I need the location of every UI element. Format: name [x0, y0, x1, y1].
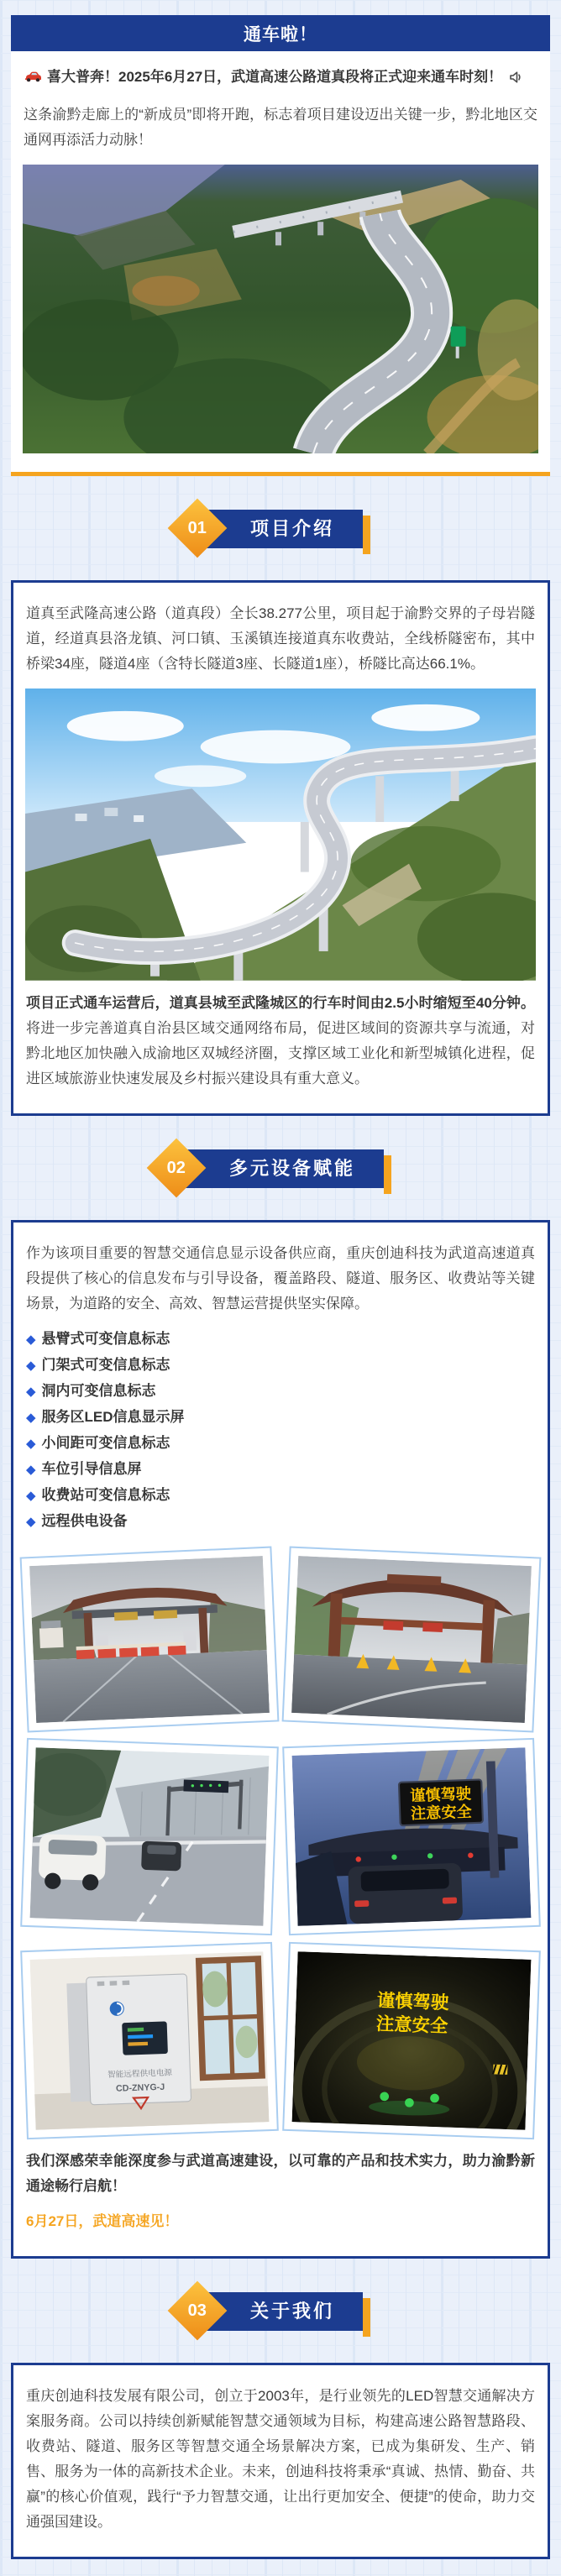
led-sign-text-line1: 谨慎驾驶 — [409, 1785, 472, 1804]
badge-accent-bar — [384, 1155, 391, 1194]
about-card — [11, 2363, 550, 2559]
page-title: 通车啦！ — [244, 24, 317, 45]
section-badge-03 — [0, 2292, 561, 2331]
section-title: 多元设备赋能 — [177, 1149, 384, 1188]
devices-card — [11, 1220, 550, 2259]
diamond-bullet-icon: ◆ — [26, 1358, 36, 1373]
section-number-diamond — [168, 499, 228, 558]
diamond-bullet-icon: ◆ — [26, 1436, 36, 1451]
led-sign-text-line2: 注意安全 — [410, 1803, 473, 1823]
intro-lead — [24, 65, 537, 92]
intro-card — [11, 51, 550, 476]
devices-intro: 作为该项目重要的智慧交通信息显示设备供应商，重庆创迪科技为武道高速道真段提供了核心的信息发布与引导设备，覆盖路段、隧道、服务区、收费站等关键场景，为道路的安全、高效、智慧运营提供坚实保障。 — [26, 1244, 535, 1312]
about-body: 重庆创迪科技发展有限公司，创立于2003年，是行业领先的LED智慧交通解决方案服务商。公司以持续创新赋能智慧交通领域为目标，构建高速公路智慧路段、收费站、隧道、服务区等智慧交通全场景解决方案，已成为集研发、生产、销售、服务为一体的高新技术企业。未来，创迪科技将秉承“真诚、热情、勤奋、共赢”的核心价值观，践行“予力智慧交通，让出行更加安全、便捷”的使命，助力交通强国建设。 — [26, 2388, 535, 2531]
photo-toll-gate-wide — [29, 1556, 270, 1723]
collage-photo-frame — [282, 1546, 542, 1732]
diamond-bullet-icon: ◆ — [26, 1514, 36, 1529]
project-paragraph-2 — [26, 991, 535, 1092]
section-number-diamond — [168, 2281, 228, 2341]
section-badge-01 — [0, 510, 561, 548]
collage-photo-frame — [282, 1738, 541, 1935]
section-title: 关于我们 — [198, 2292, 363, 2331]
devices-closing-bold: 我们深感荣幸能深度参与武道高速建设，以可靠的产品和技术实力，助力渝黔新通途畅行启航！ — [26, 2153, 535, 2195]
project-card — [11, 580, 550, 1116]
device-list-item: ◆ 远程供电设备 — [26, 1512, 128, 1529]
title-banner — [11, 15, 550, 51]
tunnel-led-text-line2: 注意安全 — [375, 2013, 448, 2037]
device-list — [26, 1327, 535, 1535]
car-icon — [24, 67, 42, 92]
section-number: 01 — [187, 518, 207, 537]
badge-accent-bar — [363, 516, 370, 554]
section-number: 02 — [166, 1158, 186, 1177]
diamond-bullet-icon: ◆ — [26, 1332, 36, 1347]
collage-photo-frame — [20, 1738, 279, 1935]
device-list-item: ◆ 洞内可变信息标志 — [26, 1382, 156, 1399]
viaduct-photo — [25, 689, 536, 981]
device-list-item: ◆ 车位引导信息屏 — [26, 1460, 142, 1477]
device-list-item: ◆ 服务区LED信息显示屏 — [26, 1408, 185, 1425]
device-list-item: ◆ 悬臂式可变信息标志 — [26, 1330, 170, 1347]
diamond-bullet-icon: ◆ — [26, 1488, 36, 1503]
section-badge-02 — [0, 1149, 561, 1188]
photo-tunnel-led-sign — [292, 1951, 532, 2130]
diamond-bullet-icon: ◆ — [26, 1462, 36, 1477]
photo-toll-gate-close — [291, 1556, 532, 1723]
device-list-item: ◆ 小间距可变信息标志 — [26, 1434, 170, 1451]
photo-dusk-toll-led-sign — [292, 1747, 532, 1926]
diamond-bullet-icon: ◆ — [26, 1410, 36, 1425]
section-title: 项目介绍 — [198, 510, 363, 548]
cabinet-model-text: CD-ZNYG-J — [115, 2081, 165, 2094]
speaker-icon — [509, 67, 524, 92]
photo-collage — [24, 1552, 537, 2135]
hero-photo-aerial-highway — [23, 165, 538, 453]
diamond-bullet-icon: ◆ — [26, 1384, 36, 1399]
devices-closing — [26, 2149, 535, 2199]
photo-power-supply-cabinet — [30, 1951, 270, 2130]
tunnel-led-text-line1: 谨慎驾驶 — [376, 1990, 449, 2013]
opening-date-callout: 6月27日，武道高速见！ — [26, 2213, 179, 2230]
section-number-diamond — [147, 1138, 207, 1197]
collage-photo-frame — [20, 1942, 279, 2139]
collage-photo-frame — [282, 1942, 541, 2139]
photo-highway-gantry-sign — [30, 1747, 270, 1926]
project-highlight: 项目正式通车运营后，道真县城至武隆城区的行车时间由2.5小时缩短至40分钟。 — [26, 994, 535, 1011]
intro-lead-text: 喜大普奔！2025年6月27日，武道高速公路道真段将正式迎来通车时刻！ — [47, 69, 503, 85]
badge-accent-bar — [363, 2298, 370, 2337]
collage-photo-frame — [20, 1546, 280, 1732]
project-paragraph-2-rest: 将进一步完善道真自治县区域交通网络布局，促进区域间的资源共享与流通，对黔北地区加快融入成渝地区双城经济圈，支撑区域工业化和新型城镇化进程，促进区域旅游业快速发展及乡村振兴建设具有重大意义。 — [26, 1019, 535, 1086]
intro-body: 这条渝黔走廊上的“新成员”即将开跑，标志着项目建设迈出关键一步，黔北地区交通网再添活力动脉！ — [24, 107, 537, 148]
device-list-item: ◆ 收费站可变信息标志 — [26, 1486, 170, 1503]
device-list-item: ◆ 门架式可变信息标志 — [26, 1356, 170, 1373]
project-paragraph-1: 道真至武隆高速公路（道真段）全长38.277公里，项目起于渝黔交界的子母岩隧道，经道真县洛龙镇、河口镇、玉溪镇连接道真东收费站，全线桥隧密布，其中桥梁34座，隧道4座（含特长隧道3座、长隧道1座），桥隧比高达66.1%。 — [26, 605, 535, 673]
section-number: 03 — [187, 2301, 207, 2320]
cabinet-label-text: 智能远程供电电源 — [107, 2068, 173, 2081]
